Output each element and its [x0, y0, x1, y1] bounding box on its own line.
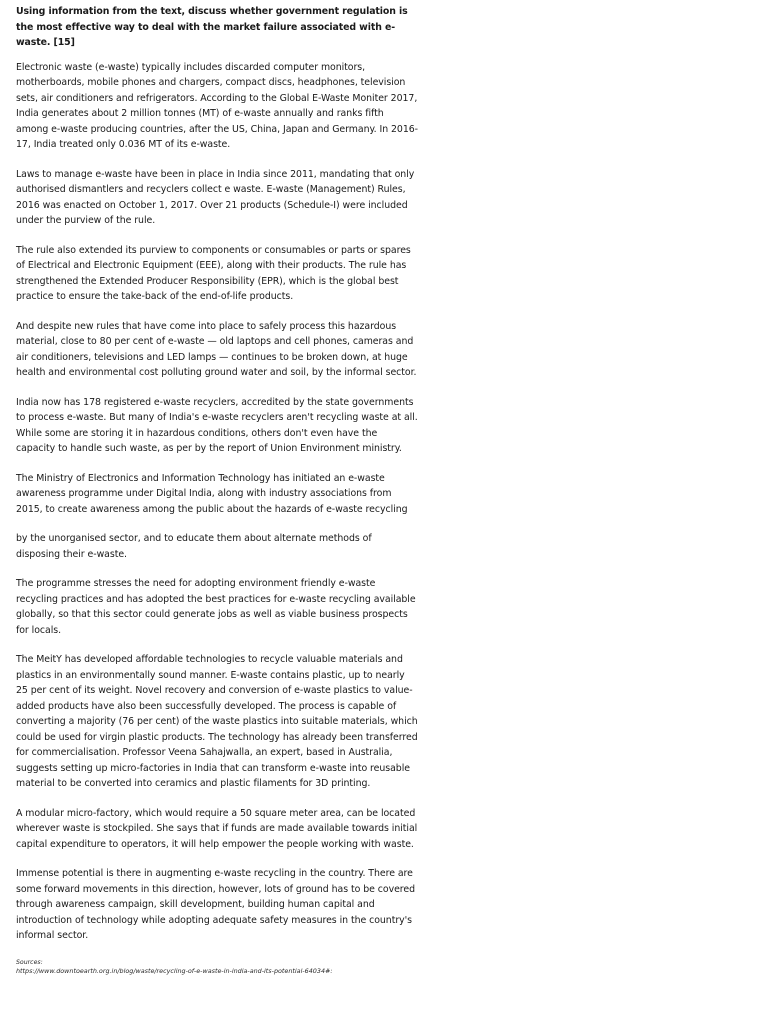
sources-block [16, 958, 418, 976]
sources-label: Sources: [16, 958, 43, 966]
paragraph-micro-factory: A modular micro-factory, which would require a 50 square meter area, can be located wherever waste is stockpiled. She says that if funds are made available towards initial capital expenditure to operators, it will help empower the people working with waste. [16, 807, 418, 850]
paragraph-unorganised-sector: by the unorganised sector, and to educate them about alternate methods of disposing their e-waste. [16, 533, 372, 560]
paragraph-informal-sector: And despite new rules that have come into place to safely process this hazardous material, close to 80 per cent of e-waste — old laptops and cell phones, cameras and air conditioners, televisions and LED lamps — continues to be broken down, at huge health and environmental cost polluting ground water and soil, by the informal sector. [16, 320, 417, 378]
paragraph-ministry-programme: The Ministry of Electronics and Information Technology has initiated an e-waste awareness programme under Digital India, along with industry associations from 2015, to create awareness among the public about the hazards of e-waste recycling [16, 472, 408, 515]
paragraph-laws: Laws to manage e-waste have been in place in India since 2011, mandating that only authorised dismantlers and recyclers collect e waste. E-waste (Management) Rules, 2016 was enacted on October 1, 2017. Over 21 products (Schedule-I) were included under the purview of the rule. [16, 168, 415, 226]
question-heading: Using information from the text, discuss whether government regulation is the most effective way to deal with the market failure associated with e-waste. [15] [16, 6, 408, 48]
paragraph-meity-technology: The MeitY has developed affordable technologies to recycle valuable materials and plastics in an environmentally sound manner. E-waste contains plastic, up to nearly 25 per cent of its weight. Novel recovery and conversion of e-waste plastics to value-added products have also been successfully developed. The process is capable of converting a majority (76 per cent) of the waste plastics into suitable materials, which could be used for virgin plastic products. The technology has already been transferred for commercialisation. Professor Veena Sahajwalla, an expert, based in Australia, suggests setting up micro-factories in India that can transform e-waste into reusable material to be converted into ceramics and plastic filaments for 3D printing. [16, 654, 418, 789]
paragraph-recyclers: India now has 178 registered e-waste recyclers, accredited by the state governments to process e-waste. But many of India's e-waste recyclers aren't recycling waste at all. While some are storing it in hazardous conditions, others don't even have the capacity to handle such waste, as per by the report of Union Environment ministry. [16, 396, 418, 454]
paragraph-rule-purview: The rule also extended its purview to components or consumables or parts or spares of Electrical and Electronic Equipment (EEE), along with their products. The rule has strengthened the Extended Producer Responsibility (EPR), which is the global best practice to ensure the take-back of the end-of-life products. [16, 244, 411, 302]
paragraph-potential: Immense potential is there in augmenting e-waste recycling in the country. There are some forward movements in this direction, however, lots of ground has to be covered through awareness campaign, skill development, building human capital and introduction of technology while adopting adequate safety measures in the country's informal sector. [16, 868, 416, 941]
paragraph-programme-practices: The programme stresses the need for adopting environment friendly e-waste recycling practices and has adopted the best practices for e-waste recycling available globally, so that this sector could generate jobs as well as viable business prospects for locals. [16, 578, 416, 636]
paragraph-ewaste-definition: Electronic waste (e-waste) typically includes discarded computer monitors, motherboards, mobile phones and chargers, compact discs, headphones, television sets, air conditioners and refrigerators. According to the Global E-Waste Moniter 2017, India generates about 2 million tonnes (MT) of e-waste annually and ranks fifth among e-waste producing countries, after the US, China, Japan and Germany. In 2016-17, India treated only 0.036 MT of its e-waste. [16, 61, 419, 150]
source-link[interactable]: https://www.downtoearth.org.in/blog/waste/recycling-of-e-waste-in-india-and-its-potential-64034#: [16, 966, 333, 975]
document-page [16, 4, 418, 976]
